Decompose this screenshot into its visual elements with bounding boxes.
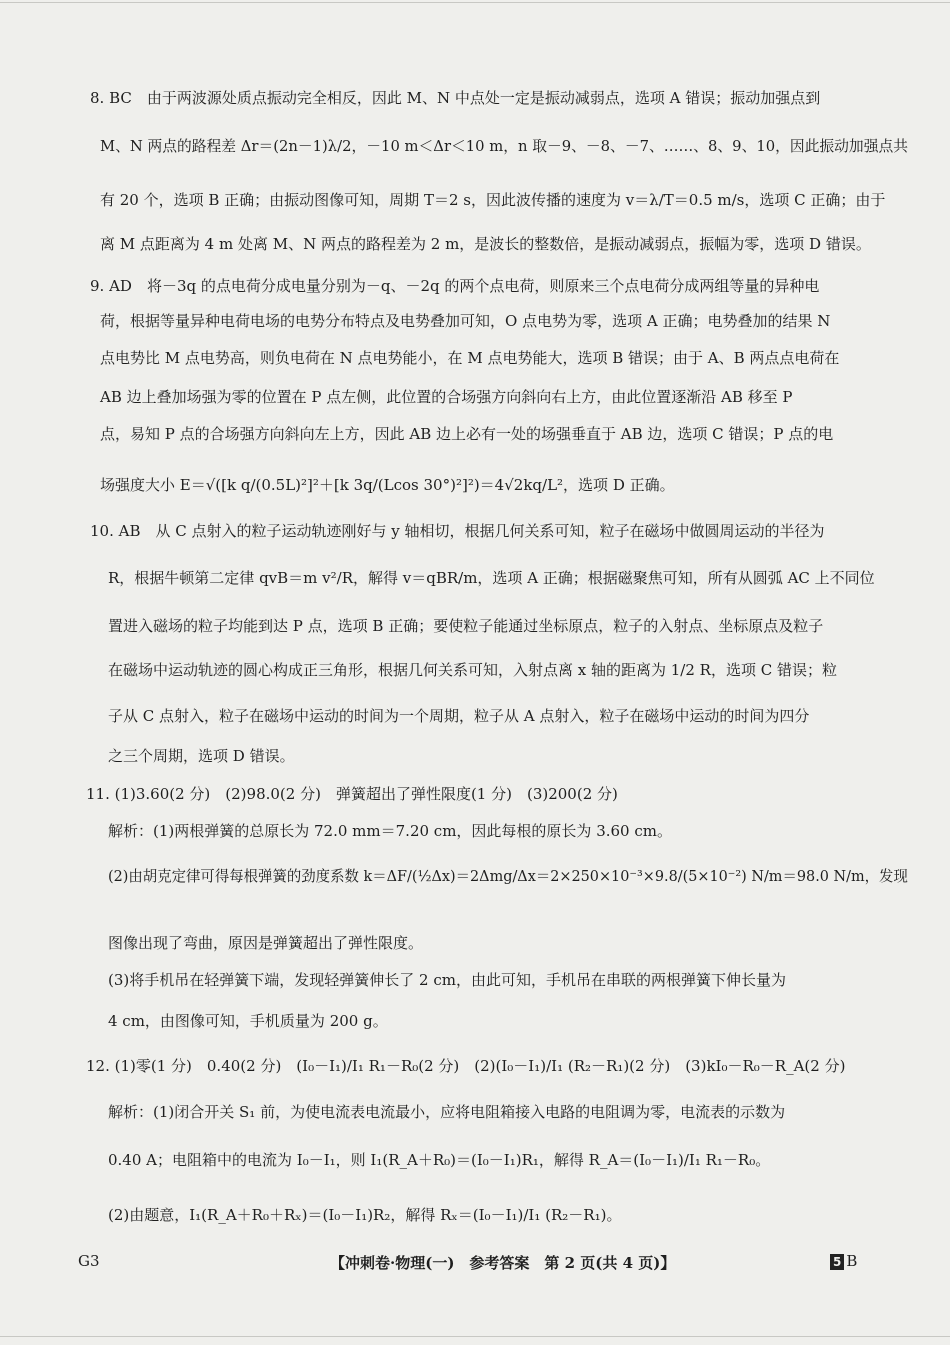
scan-edge-top <box>0 2 950 3</box>
text-line-q10-l1: 10. AB 从 C 点射入的粒子运动轨迹刚好与 y 轴相切，根据几何关系可知，粒子在磁场中做圆周运动的半径为 <box>90 522 825 540</box>
text-line-q11-l2: 解析：(1)两根弹簧的总原长为 72.0 mm＝7.20 cm，因此每根的原长为 3.60 cm。 <box>108 822 672 840</box>
footer-paper-code: G3 <box>78 1252 100 1270</box>
brand-logo-box: 5 <box>830 1254 844 1270</box>
text-line-q8-l4: 离 M 点距离为 4 m 处离 M、N 两点的路程差为 2 m，是波长的整数倍，是振动减弱点，振幅为零，选项 D 错误。 <box>100 235 871 253</box>
text-line-q11-l5: (3)将手机吊在轻弹簧下端，发现轻弹簧伸长了 2 cm，由此可知，手机吊在串联的两根弹簧下伸长量为 <box>108 971 786 989</box>
footer-page-info: 【冲刺卷·物理(一) 参考答案 第 2 页(共 4 页)】 <box>330 1254 676 1272</box>
text-line-q10-l4: 在磁场中运动轨迹的圆心构成正三角形，根据几何关系可知，入射点离 x 轴的距离为 1/2 R，选项 C 错误；粒 <box>108 661 837 679</box>
text-line-q11-l6: 4 cm，由图像可知，手机质量为 200 g。 <box>108 1012 388 1030</box>
text-line-q8-l3: 有 20 个，选项 B 正确；由振动图像可知，周期 T＝2 s，因此波传播的速度为 v＝λ/T＝0.5 m/s，选项 C 正确；由于 <box>100 191 886 209</box>
page-footer <box>0 1252 950 1272</box>
scan-edge-bottom <box>0 1336 950 1337</box>
text-line-q9-l3: 点电势比 M 点电势高，则负电荷在 N 点电势能小，在 M 点电势能大，选项 B 错误；由于 A、B 两点点电荷在 <box>100 349 840 367</box>
text-line-q11-l3: (2)由胡克定律可得每根弹簧的劲度系数 k＝ΔF/(½Δx)＝2Δmg/Δx＝2×250×10⁻³×9.8/(5×10⁻²) N/m＝98.0 N/m，发现 <box>108 867 908 885</box>
text-line-q10-l2: R，根据牛顿第二定律 qvB＝m v²/R，解得 v＝qBR/m，选项 A 正确；根据磁聚焦可知，所有从圆弧 AC 上不同位 <box>108 569 875 587</box>
text-line-q12-l1: 12. (1)零(1 分) 0.40(2 分) (I₀－I₁)/I₁ R₁－R₀(2 分) (2)(I₀－I₁)/I₁ (R₂－R₁)(2 分) (3)kI₀－R₀－R_A(2 分) <box>86 1057 846 1075</box>
text-line-q9-l5: 点，易知 P 点的合场强方向斜向左上方，因此 AB 边上必有一处的场强垂直于 AB 边，选项 C 错误；P 点的电 <box>100 425 834 443</box>
text-line-q9-l1: 9. AD 将－3q 的点电荷分成电量分别为－q、－2q 的两个点电荷，则原来三个点电荷分成两组等量的异种电 <box>90 277 820 295</box>
text-line-q9-l6: 场强度大小 E＝√([k q/(0.5L)²]²＋[k 3q/(Lcos 30°)²]²)＝4√2kq/L²，选项 D 正确。 <box>100 476 675 494</box>
text-line-q12-l2: 解析：(1)闭合开关 S₁ 前，为使电流表电流最小，应将电阻箱接入电路的电阻调为零，电流表的示数为 <box>108 1103 786 1121</box>
footer-brand-mark <box>830 1252 857 1270</box>
text-line-q11-l1: 11. (1)3.60(2 分) (2)98.0(2 分) 弹簧超出了弹性限度(1 分) (3)200(2 分) <box>86 785 618 803</box>
text-line-q8-l2: M、N 两点的路程差 Δr＝(2n－1)λ/2，－10 m＜Δr＜10 m，n 取－9、－8、－7、……、8、9、10，因此振动加强点共 <box>100 137 908 155</box>
text-line-q12-l3: 0.40 A；电阻箱中的电流为 I₀－I₁，则 I₁(R_A＋R₀)＝(I₀－I₁)R₁，解得 R_A＝(I₀－I₁)/I₁ R₁－R₀。 <box>108 1151 771 1169</box>
brand-letter: B <box>846 1252 858 1270</box>
text-line-q8-l1: 8. BC 由于两波源处质点振动完全相反，因此 M、N 中点处一定是振动减弱点，选项 A 错误；振动加强点到 <box>90 89 821 107</box>
text-line-q10-l6: 之三个周期，选项 D 错误。 <box>108 747 295 765</box>
text-line-q9-l2: 荷，根据等量异种电荷电场的电势分布特点及电势叠加可知，O 点电势为零，选项 A 正确；电势叠加的结果 N <box>100 312 831 330</box>
text-line-q11-l4: 图像出现了弯曲，原因是弹簧超出了弹性限度。 <box>108 934 424 952</box>
text-line-q12-l4: (2)由题意，I₁(R_A＋R₀＋Rₓ)＝(I₀－I₁)R₂，解得 Rₓ＝(I₀－I₁)/I₁ (R₂－R₁)。 <box>108 1206 622 1224</box>
text-line-q10-l3: 置进入磁场的粒子均能到达 P 点，选项 B 正确；要使粒子能通过坐标原点，粒子的入射点、坐标原点及粒子 <box>108 617 824 635</box>
text-line-q10-l5: 子从 C 点射入，粒子在磁场中运动的时间为一个周期，粒子从 A 点射入，粒子在磁场中运动的时间为四分 <box>108 707 810 725</box>
text-line-q9-l4: AB 边上叠加场强为零的位置在 P 点左侧，此位置的合场强方向斜向右上方，由此位置逐渐沿 AB 移至 P <box>100 388 793 406</box>
